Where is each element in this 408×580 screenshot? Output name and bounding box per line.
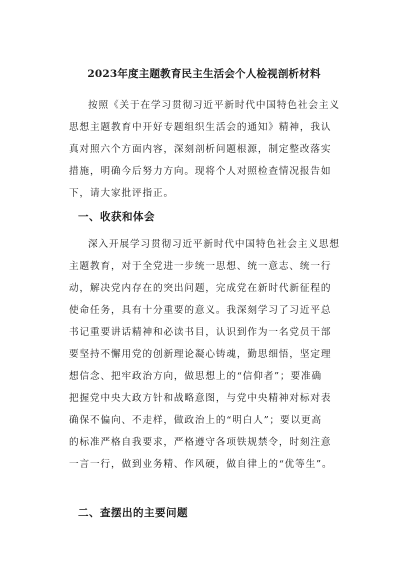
paragraph-line: 思想主题教育中开好专题组织生活会的通知》精神，我认 [69,122,332,133]
section-heading: 二、查摆出的主要问题 [78,507,188,519]
paragraph-line: 确保不偏向、不走样，做政治上的“明白人”；要以更高 [69,415,322,426]
paragraph-line: 真对照六个方面内容，深刻剖析问题根源，制定整改落实 [69,144,332,155]
paragraph-line: 按照《关于在学习贯彻习近平新时代中国特色社会主义 [88,100,340,111]
paragraph-line: 动，解决党内存在的突出问题，完成党在新时代新征程的 [69,283,332,294]
document-title: 2023年度主题教育民主生活会个人检视剖析材料 [87,68,321,80]
paragraph-line: 深入开展学习贯彻习近平新时代中国特色社会主义思想 [88,239,340,250]
intro-paragraph [69,95,349,205]
paragraph-line: 使命任务，具有十分重要的意义。我深刻学习了习近平总 [69,305,332,316]
section-heading: 一、收获和体会 [78,211,155,223]
paragraph-line: 主题教育，对于全党进一步统一思想、统一意志、统一行 [69,261,332,272]
paragraph-line: 措施，明确今后努力方向。现将个人对照检查情况报告如 [69,166,332,177]
paragraph-line: 一言一行，做到业务精、作风硬，做自律上的“优等生”。 [69,459,333,470]
paragraph-line: 把握党中央大政方针和战略意图，与党中央精神对标对表 [69,393,332,404]
paragraph-line: 的标准严格自我要求，严格遵守各项铁规禁令，时刻注意 [69,437,332,448]
paragraph-line: 想信念、把牢政治方向，做思想上的“信仰者”；要准确 [69,371,322,382]
paragraph-line: 下，请大家批评指正。 [69,188,174,199]
paragraph-line: 要坚持不懈用党的创新理论凝心铸魂，勤思细悟，坚定理 [69,349,332,360]
paragraph-line: 书记重要讲话精神和必读书目，认识到作为一名党员干部 [69,327,332,338]
section1-paragraph [69,234,349,476]
